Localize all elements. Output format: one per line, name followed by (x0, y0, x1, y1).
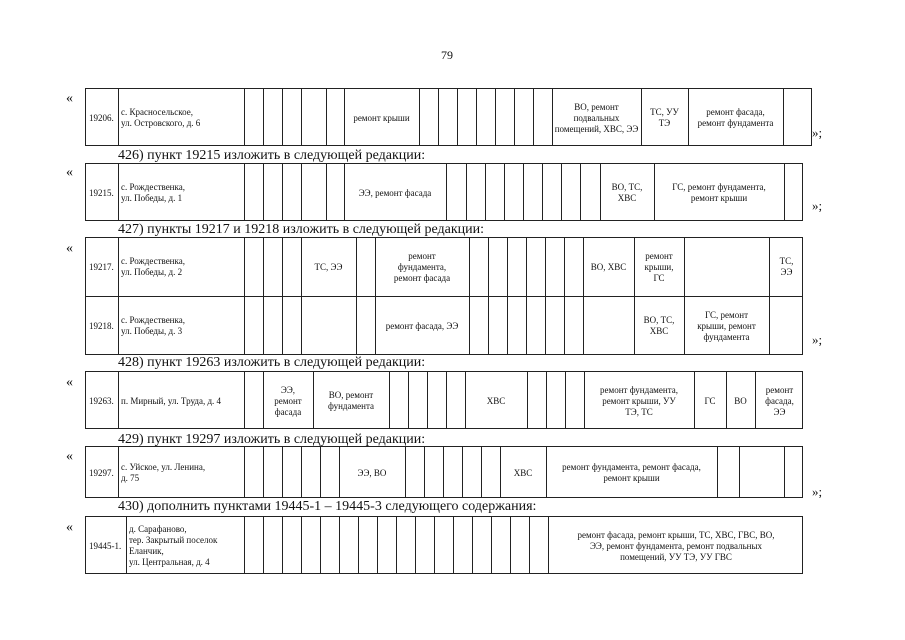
work-cell: ТС, ЭЭ (314, 261, 343, 272)
work-cell: ХВС (486, 395, 506, 406)
address-cell: с. Рождественка, ул. Победы, д. 2 (121, 256, 185, 277)
work-cell: ВО, ремонт фундамента (327, 390, 375, 411)
work-cell: ремонт фасада, ЭЭ (385, 320, 459, 331)
close-quote: »; (812, 125, 823, 140)
work-cell: ТС, ЭЭ (779, 256, 794, 277)
work-cell: ремонт фасада, ремонт фундамента (697, 107, 774, 128)
section-heading: 429) пункт 19297 изложить в следующей редакции: (118, 432, 426, 447)
address-cell: с. Рождественка, ул. Победы, д. 3 (121, 315, 185, 336)
row-number: 19217. (89, 261, 114, 272)
table-19445-1 (85, 516, 803, 574)
open-quote: « (66, 520, 73, 535)
row-number: 19445-1. (89, 540, 122, 551)
row-number: 19206. (89, 112, 114, 123)
address-cell: п. Мирный, ул. Труда, д. 4 (121, 395, 222, 406)
open-quote: « (66, 241, 73, 256)
work-cell: ремонт фундамента, ремонт крыши, УУ ТЭ, ТС (600, 384, 678, 417)
work-cell: ГС, ремонт крыши, ремонт фундамента (697, 309, 756, 342)
close-quote: »; (812, 332, 823, 347)
open-quote: « (66, 91, 73, 106)
table-19297 (85, 446, 803, 498)
close-quote: »; (812, 198, 823, 213)
address-cell: с. Уйское, ул. Ленина, д. 75 (121, 462, 206, 483)
close-quote: »; (812, 484, 823, 499)
work-cell: ЭЭ, ремонт фасада (358, 187, 432, 198)
open-quote: « (66, 375, 73, 390)
work-cell: ВО, ремонт подвальных помещений, ХВС, ЭЭ (554, 101, 639, 134)
work-cell: ремонт крыши, ГС (644, 250, 674, 283)
work-cell: ремонт крыши (353, 112, 410, 123)
open-quote: « (66, 165, 73, 180)
work-cell: ЭЭ, ремонт фасада (274, 384, 302, 417)
page-number: 79 (441, 48, 453, 62)
work-cell: ВО, ХВС (590, 261, 627, 272)
table-19206 (85, 88, 812, 146)
work-cell: ГС, ремонт фундамента, ремонт крыши (672, 182, 766, 203)
work-cell: ВО (734, 395, 747, 406)
address-cell: с. Красносельское, ул. Островского, д. 6 (121, 107, 201, 128)
section-heading: 430) дополнить пунктами 19445-1 – 19445-3 следующего содержания: (118, 499, 537, 514)
address-cell: с. Рождественка, ул. Победы, д. 1 (121, 182, 185, 203)
table-19215 (85, 163, 803, 221)
row-number: 19263. (89, 395, 114, 406)
row-number: 19215. (89, 187, 114, 198)
work-cell: ВО, ТС, ХВС (643, 315, 675, 336)
section-heading: 426) пункт 19215 изложить в следующей редакции: (118, 148, 426, 163)
table-19217-19218 (85, 237, 803, 355)
work-cell: ВО, ТС, ХВС (611, 182, 643, 203)
address-cell: д. Сарафаново, тер. Закрытый поселок Еланчик, ул. Центральная, д. 4 (129, 524, 218, 567)
section-heading: 428) пункт 19263 изложить в следующей редакции: (118, 355, 426, 370)
work-cell: ТС, УУ ТЭ (650, 107, 679, 128)
row-number: 19218. (89, 320, 114, 331)
open-quote: « (66, 449, 73, 464)
row-number: 19297. (89, 467, 114, 478)
work-cell: ГС (704, 395, 716, 406)
work-cell: ЭЭ, ВО (357, 467, 387, 478)
section-heading: 427) пункты 19217 и 19218 изложить в следующей редакции: (118, 222, 485, 237)
work-cell: ремонт фасада, ЭЭ (765, 384, 794, 417)
work-cell: ремонт фундамента, ремонт фасада (393, 250, 451, 283)
work-cell: ремонт фасада, ремонт крыши, ТС, ХВС, ГВС, ВО, ЭЭ, ремонт фундамента, ремонт подвальных помещений, УУ ТЭ, УУ ГВС (577, 529, 775, 562)
work-cell: ремонт фундамента, ремонт фасада, ремонт крыши (562, 462, 701, 483)
work-cell: ХВС (513, 467, 533, 478)
table-19263 (85, 371, 803, 429)
